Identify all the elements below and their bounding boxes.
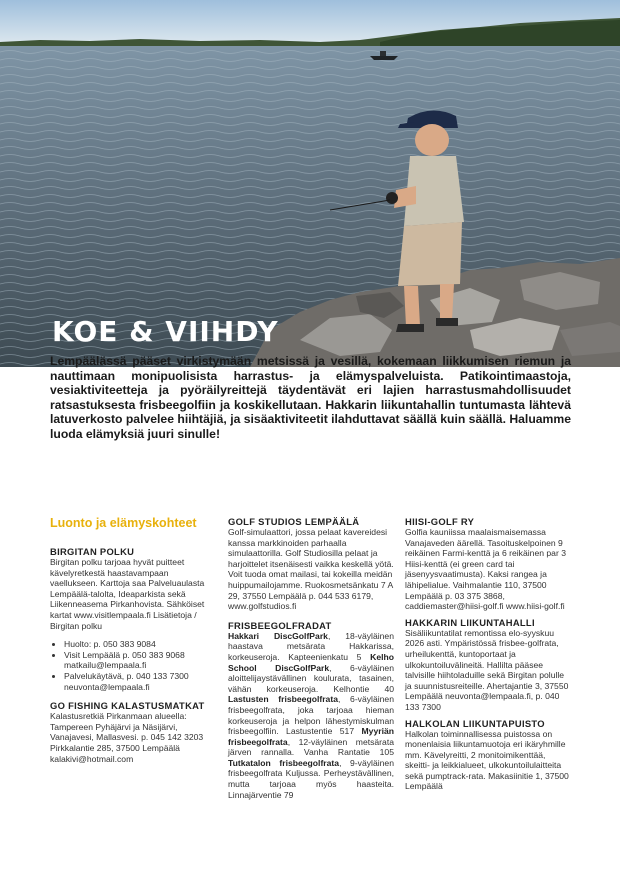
list-item-maintenance: • Huolto: p. 050 383 9084 bbox=[64, 639, 215, 650]
heading-halkola: HALKOLAN LIIKUNTAPUISTO bbox=[405, 717, 545, 729]
text-hakkari-hall: Sisäliikuntatilat remontissa elo-syyskuu 2026 asti. Ympäristössä frisbee-golfrata, urheilukenttä, kuntoportaat ja ulkokuntoiluvälineitä. Hallilta pääsee talvisille hiihtoladuille sekä Birgitan polulle ja suunnistusreiteille. Ahertajantie 3, 37550 Lempäälä neuvonta@lempaala.fi, p. 040 133 7300 bbox=[405, 627, 569, 712]
column-golf bbox=[228, 516, 394, 800]
course-lastusten: Lastusten frisbeegolfrata bbox=[228, 694, 338, 705]
intro-paragraph: Lempäälässä pääset virkistymään metsissä ja vesillä, kokemaan liikkumisen riemun ja nauttimaan monipuolisista harrastus- ja elämyspalveluista. Patikointimaastoja, vesiaktiviteetteja ja pyöräilyreittejä täydentävät eri lajien harrastusmahdollisuudet ratsastuksesta frisbeegolfiin ja koskikellutaan. Hakkarin liikuntahallin tuntumasta lähtevä latuverkosto palvelee hiihtäjiä, ja sisäaktiviteetit ilahduttavat säällä kuin säällä. Haluamme luoda elämyksiä juuri sinulle! bbox=[50, 354, 571, 441]
text-hiisi-golf: Golfia kauniissa maalaismaisemassa Vanajaveden äärellä. Tasoituskelpoinen 9 reikäinen Farmi-kenttä ja 6 reikäinen par 3 Hiisi-kenttä (ei green card tai jäsenyysvaatimusta). Kaksi rangea ja lähipelialue. Vaihmalantie 110, 37500 Lempäälä p. 03 375 3868, caddiemaster@hiisi-golf.fi www.hiisi-golf.fi bbox=[405, 527, 566, 612]
hero-photo bbox=[0, 0, 620, 367]
text-halkola: Halkolan toiminnallisessa puistossa on monenlaisia liikuntamuotoja eri ikäryhmille mm. Kävelyreitti, 2 monitoimikenttää, skeitti- ja leikkialueet, ulkokuntoilulaitteita sekä pumptrack-rata. Makasiinitie 1, 37500 Lempäälä bbox=[405, 728, 569, 792]
list-item-service: • Palvelukäytävä, p. 040 133 7300 neuvonta@lempaala.fi bbox=[64, 671, 215, 692]
text-golf-studios: Golf-simulaattori, jossa pelaat kavereidesi kanssa markkinoiden parhaalla simulaattorilla. Golf Studiosilla pelaat ja harjoittelet itsenäisesti vaikka keskellä yötä. Voit tuoda omat mailasi, tai kokeilla meidän huippumailojamme. Ruokosmetsänkatu 7 A 29, 37550 Lempäälä p. 044 533 6179, www.golfstudios.fi bbox=[228, 527, 394, 612]
course-tutkatalo: Tutkatalon frisbeegolfrata bbox=[228, 757, 340, 768]
heading-birgitan-polku: BIRGITAN POLKU bbox=[50, 546, 135, 557]
page-title: KOE & VIIHDY bbox=[52, 315, 279, 348]
contact-list-birgitan bbox=[50, 639, 215, 692]
course-hakkari: Hakkari DiscGolfPark bbox=[228, 630, 328, 641]
heading-hiisi-golf: HIISI-GOLF RY bbox=[405, 516, 475, 527]
column-sports bbox=[405, 516, 571, 792]
heading-hakkari-hall: HAKKARIN LIIKUNTAHALLI bbox=[405, 616, 535, 628]
list-item-visit-lempaala: • Visit Lempäälä p. 050 383 9068 matkailu@lempaala.fi bbox=[64, 650, 215, 671]
column-nature bbox=[50, 516, 215, 764]
heading-go-fishing: GO FISHING KALASTUSMATKAT bbox=[50, 700, 205, 712]
text-birgitan-polku: Birgitan polku tarjoaa hyvät puitteet kävelyretkestä haastavampaan vaellukseen. Karttoja saa Palveluaulasta Lempäälä-talolta, Ideaparkista sekä Liikenneasema Pirkanhovista. Sähköiset kartat www.visitlempaala.fi Lisätietoja / Birgitan polku bbox=[50, 557, 205, 631]
heading-frisbeegolf: FRISBEEGOLFRADAT bbox=[228, 619, 332, 631]
course-myyrian: Myyriän frisbeegolfrata bbox=[228, 726, 394, 747]
lake-fishing-photo bbox=[0, 0, 620, 367]
text-frisbeegolf: Hakkari DiscGolfPark, 18-väyläinen haastava metsärata Hakkarissa, korkeuseroja. Kapteenienkatu 5 Kelho School DiscGolfPark, 6-väyläinen aloittelijaystävällinen koulurata, tasainen, vähän korkeuseroja. Kelhontie 40 Lastusten frisbeegolfrata, 6-väyläinen frisbeegolfrata, joka tarjoaa hieman korkeuseroja ja helpon lähestymiskulman frisbeegolfiin. Lastustentie 517 Myyriän frisbeegolfrata, 12-väyläinen metsärata järven rannalla. Vanha Rantatie 105 Tutkatalon frisbeegolfrata, 9-väyläinen frisbeegolfrata Kuljussa. Perheystävällinen, mutta tarjoaa myös haasteita. Linnajärventie 79 bbox=[228, 630, 394, 800]
text-go-fishing: Kalastusretkiä Pirkanmaan alueella: Tampereen Pyhäjärvi ja Näsijärvi, Vanajavesi, Mallasvesi. p. 045 142 3203 Pirkkalantie 285, 37500 Lempäälä kalakivi@hotmail.com bbox=[50, 711, 204, 764]
course-kelho: Kelho School DiscGolfPark bbox=[228, 651, 394, 673]
heading-golf-studios: GOLF STUDIOS LEMPÄÄLÄ bbox=[228, 516, 360, 527]
section-title-nature: Luonto ja elämyskohteet bbox=[50, 516, 197, 530]
